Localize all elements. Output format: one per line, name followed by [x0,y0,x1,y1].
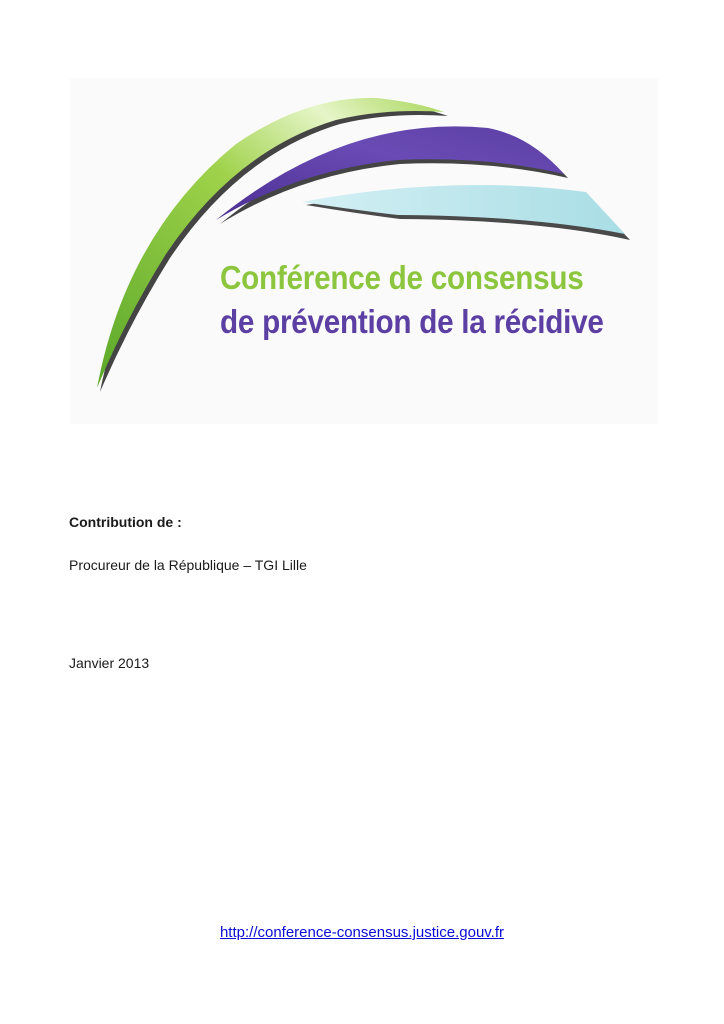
contribution-label: Contribution de : [69,514,182,530]
contribution-author: Procureur de la République – TGI Lille [69,557,307,573]
logo-title-line-1: Conférence de consensus [220,259,584,296]
logo-panel [70,78,658,424]
website-link[interactable]: http://conference-consensus.justice.gouv.fr [219,924,505,941]
logo-swoosh-graphic [70,78,658,424]
contribution-date: Janvier 2013 [69,655,150,671]
logo-title-line-2: de prévention de la récidive [220,303,604,340]
